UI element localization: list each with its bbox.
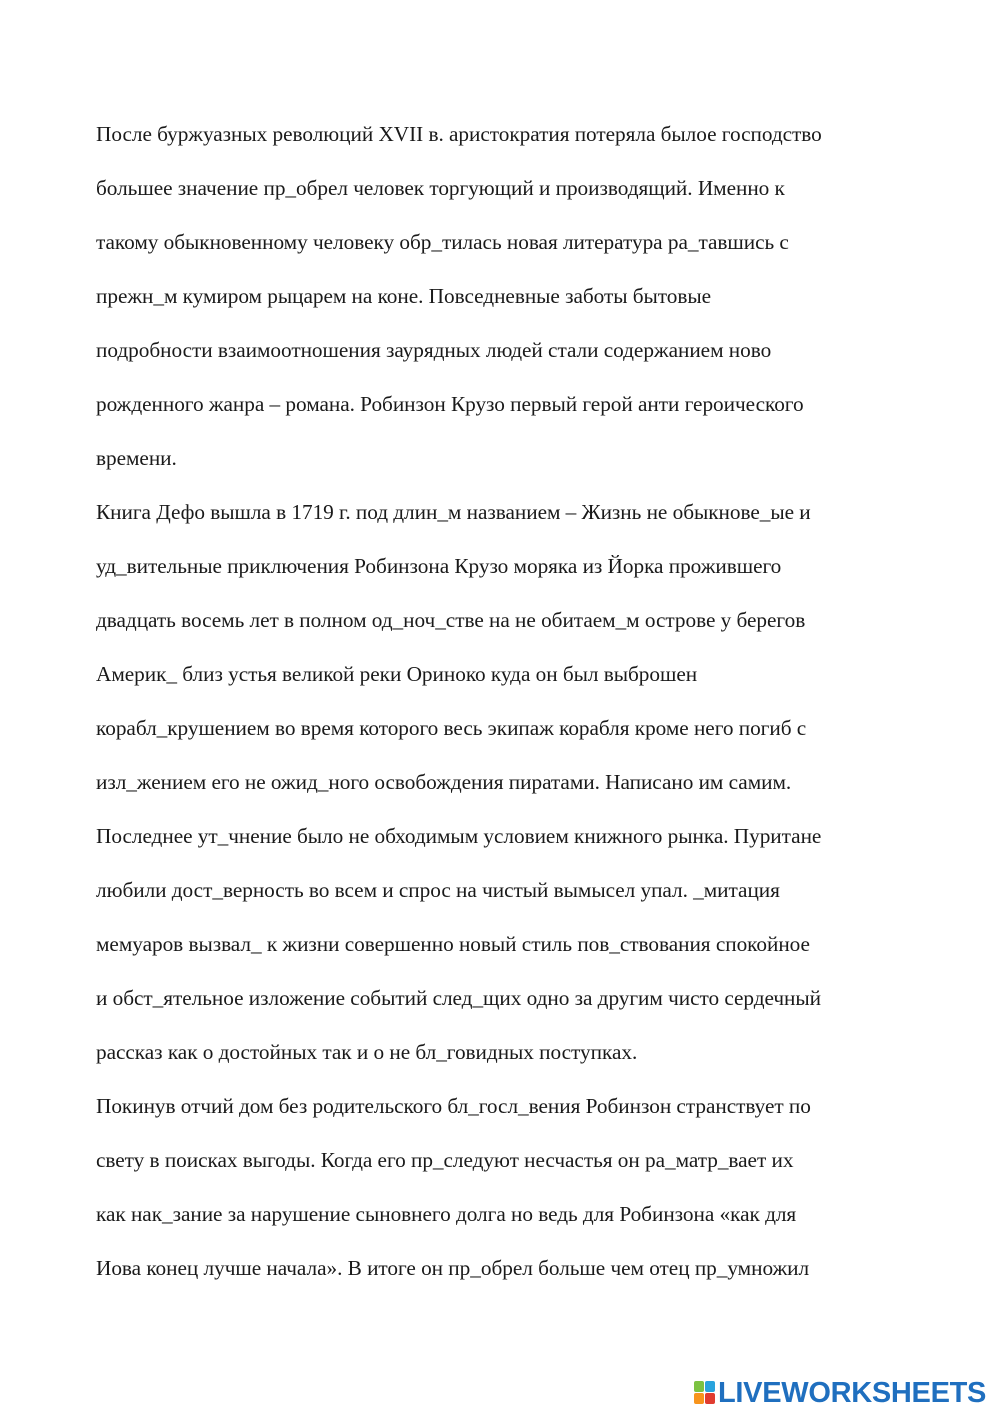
text-line: такому обыкновенному человеку обр_тилась новая литература ра_тавшись с bbox=[96, 230, 789, 254]
text-line: рассказ как о достойных так и о не бл_говидных поступках. bbox=[96, 1040, 638, 1064]
text-line: времени. bbox=[96, 446, 177, 470]
text-line: уд_вительные приключения Робинзона Крузо моряка из Йорка прожившего bbox=[96, 554, 782, 578]
logo-text: LIVEWORKSHEETS bbox=[718, 1377, 987, 1409]
liveworksheets-logo[interactable] bbox=[694, 1378, 986, 1408]
text-line: корабл_крушением во время которого весь экипаж корабля кроме него погиб с bbox=[96, 716, 807, 740]
text-line: подробности взаимоотношения заурядных людей стали содержанием ново bbox=[96, 338, 772, 362]
text-line: и обст_ятельное изложение событий след_щих одно за другим чисто сердечный bbox=[96, 986, 822, 1010]
text-line: Америк_ близ устья великой реки Ориноко куда он был выброшен bbox=[96, 662, 698, 686]
text-line: изл_жением его не ожид_ного освобождения пиратами. Написано им самим. bbox=[96, 770, 792, 794]
text-line: Иова конец лучше начала». В итоге он пр_обрел больше чем отец пр_умножил bbox=[96, 1256, 810, 1280]
liveworksheets-logo-icon bbox=[694, 1381, 716, 1405]
text-line: рожденного жанра – романа. Робинзон Крузо первый герой анти героического bbox=[96, 392, 804, 416]
text-line: Книга Дефо вышла в 1719 г. под длин_м названием – Жизнь не обыкнове_ые и bbox=[96, 500, 811, 524]
text-line: Покинув отчий дом без родительского бл_госл_вения Робинзон странствует по bbox=[96, 1094, 811, 1118]
text-line: Последнее ут_чнение было не обходимым условием книжного рынка. Пуритане bbox=[96, 824, 822, 848]
text-line: большее значение пр_обрел человек торгующий и производящий. Именно к bbox=[96, 176, 785, 200]
text-line: двадцать восемь лет в полном од_ноч_стве на не обитаем_м острове у берегов bbox=[96, 608, 806, 632]
text-line: прежн_м кумиром рыцарем на коне. Повседневные заботы бытовые bbox=[96, 284, 712, 308]
text-line: мемуаров вызвал_ к жизни совершенно новый стиль пов_ствования спокойное bbox=[96, 932, 810, 956]
text-line: любили дост_верность во всем и спрос на чистый вымысел упал. _митация bbox=[96, 878, 780, 902]
text-line: как нак_зание за нарушение сыновнего долга но ведь для Робинзона «как для bbox=[96, 1202, 797, 1226]
text-line: После буржуазных революций XVII в. аристократия потеряла былое господство bbox=[96, 122, 822, 146]
text-line: свету в поисках выгоды. Когда его пр_следуют несчастья он ра_матр_вает их bbox=[96, 1148, 794, 1172]
document-text bbox=[96, 107, 976, 1295]
